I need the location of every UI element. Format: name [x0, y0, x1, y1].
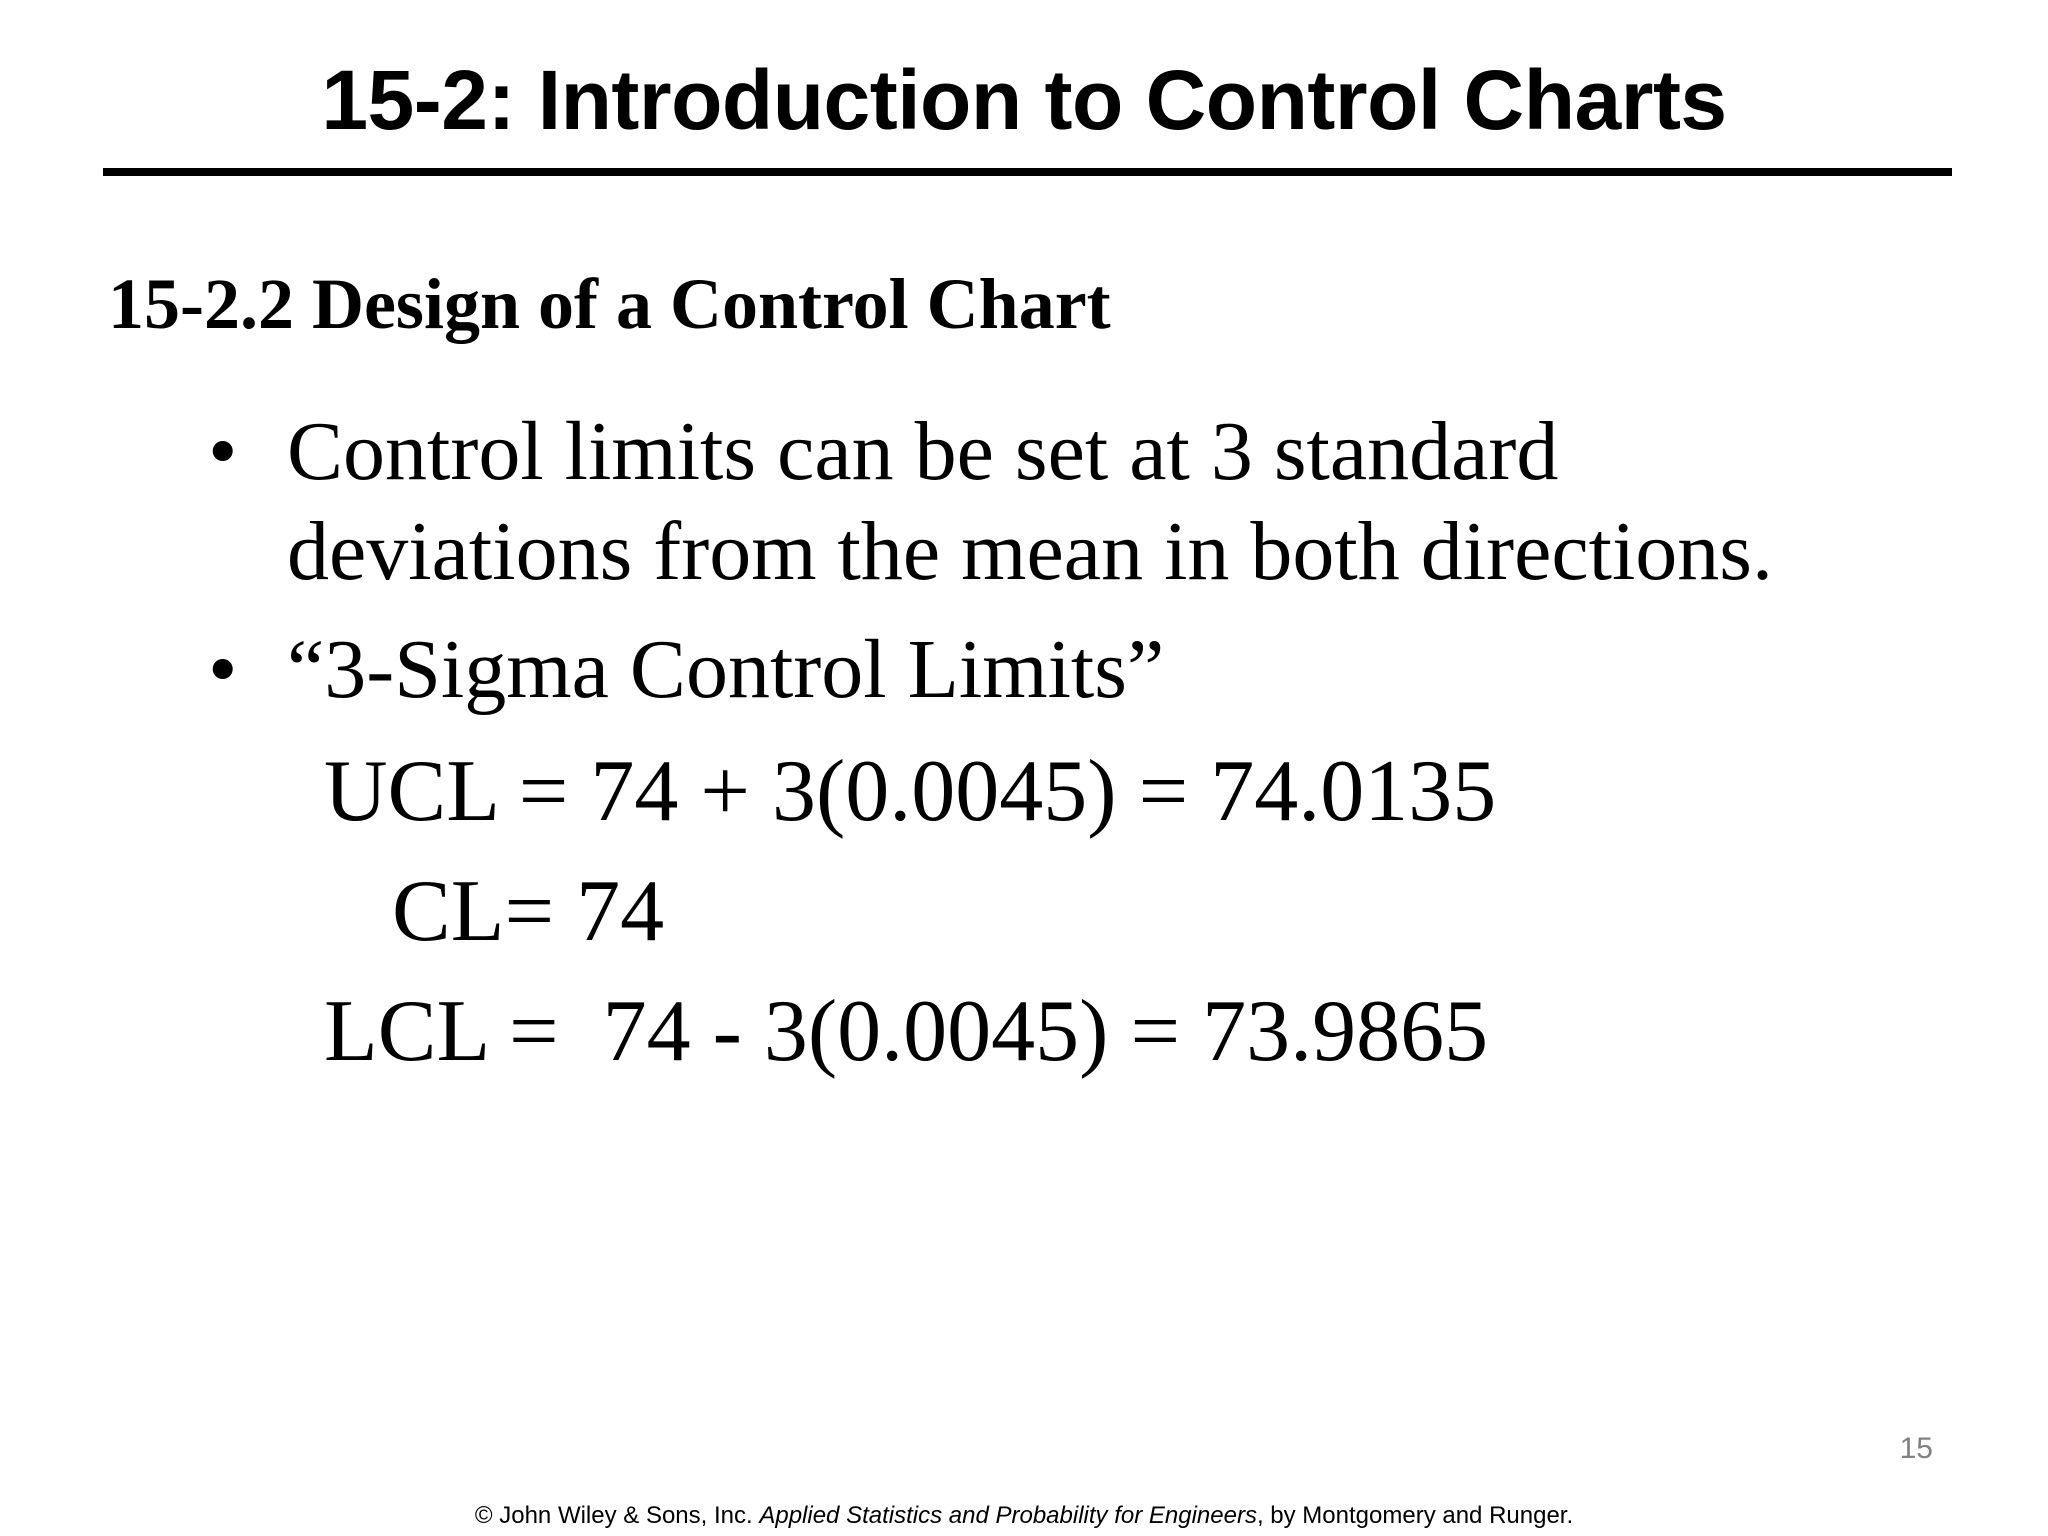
footer-copyright: © John Wiley & Sons, Inc.: [474, 1502, 760, 1529]
bullet-marker-1: •: [208, 405, 238, 498]
slide-title: 15-2: Introduction to Control Charts: [321, 53, 1727, 147]
bullet-marker-2: •: [208, 623, 238, 716]
bullet-2-line-1: “3-Sigma Control Limits”: [287, 623, 1165, 716]
bullet-1-line-1: Control limits can be set at 3 standard: [287, 405, 1559, 498]
footer-authors: , by Montgomery and Runger.: [1256, 1502, 1574, 1529]
lcl-formula: LCL = 74 - 3(0.0045) = 73.9865: [324, 983, 1489, 1080]
page-number: 15: [1899, 1432, 1933, 1465]
title-divider: [103, 168, 1952, 176]
section-heading: 15-2.2 Design of a Control Chart: [108, 264, 1111, 344]
footer-book-title: Applied Statistics and Probability for Engineers: [759, 1502, 1257, 1529]
ucl-formula: UCL = 74 + 3(0.0045) = 74.0135: [324, 743, 1497, 840]
footer-citation: [0, 1500, 2048, 1532]
cl-formula: CL= 74: [392, 863, 665, 960]
bullet-1-line-2: deviations from the mean in both directions.: [287, 505, 1773, 598]
